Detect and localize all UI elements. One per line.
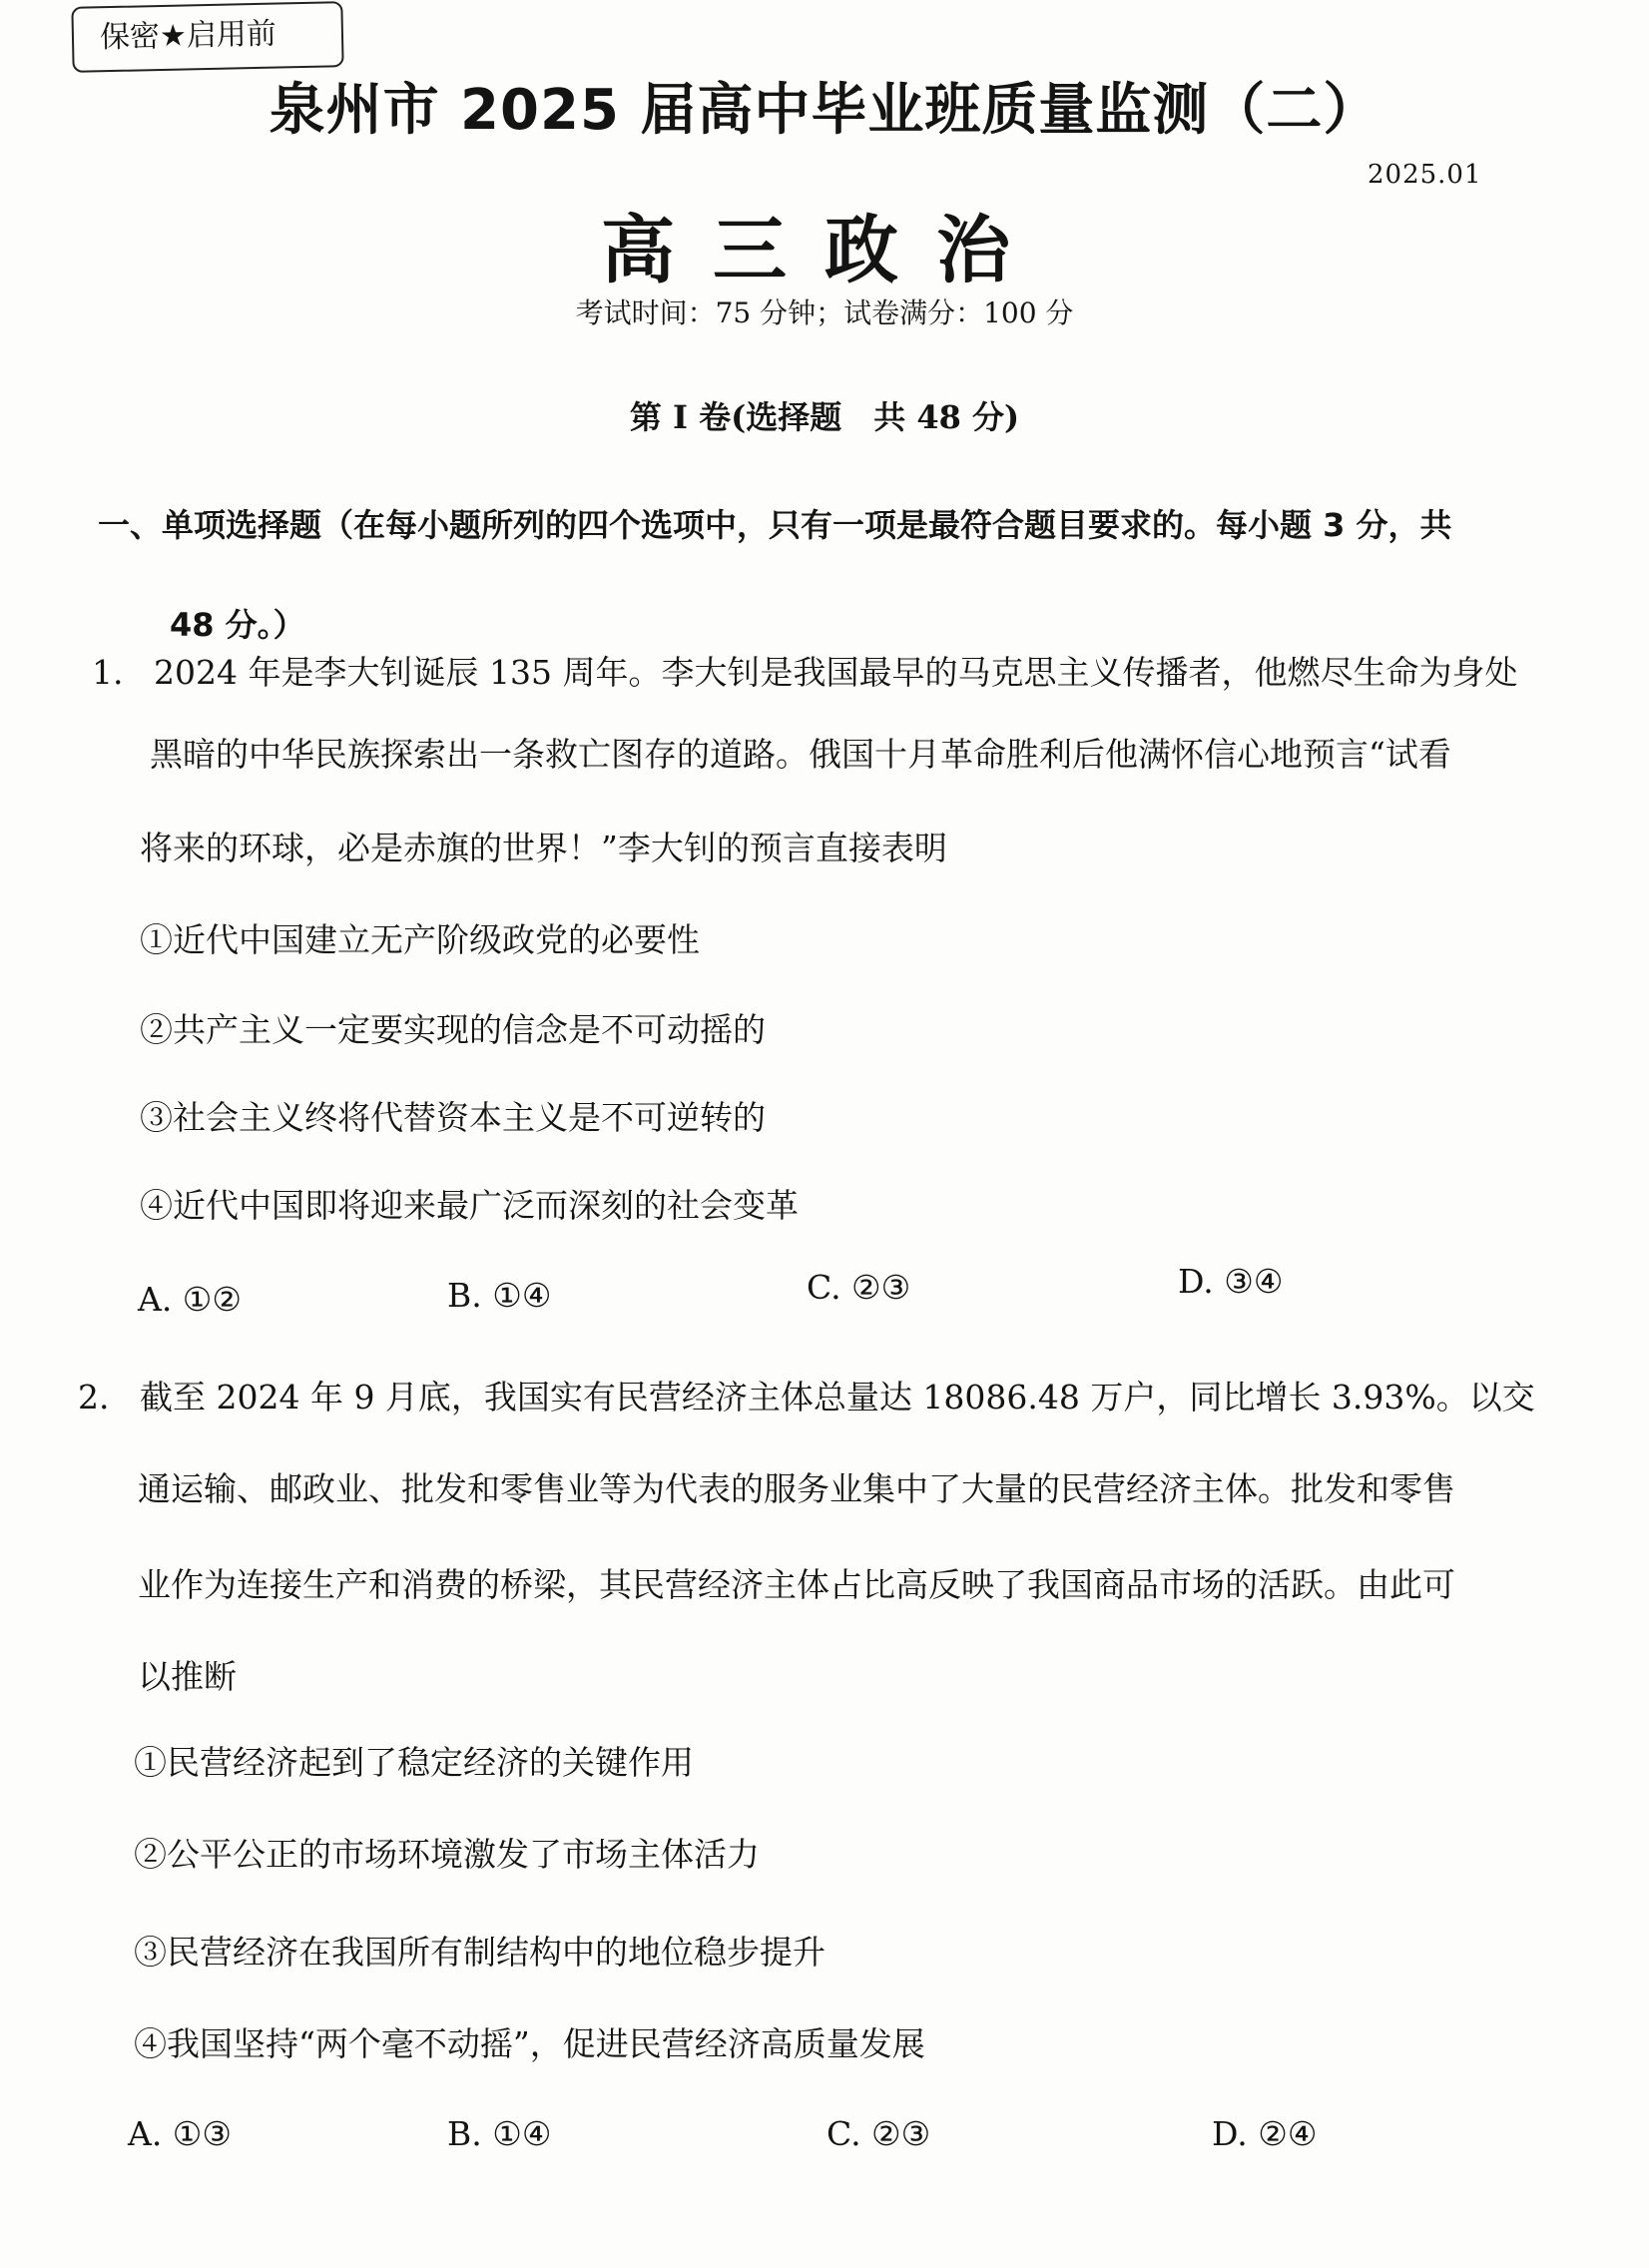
question-2-statement-3: ③民营经济在我国所有制结构中的地位稳步提升 bbox=[134, 1933, 825, 1972]
question-2-number: 2. bbox=[78, 1378, 110, 1417]
question-1-statement-1: ①近代中国建立无产阶级政党的必要性 bbox=[140, 920, 700, 959]
question-1-line-2: 黑暗的中华民族探索出一条救亡图存的道路。俄国十月革命胜利后他满怀信心地预言“试看 bbox=[150, 735, 1451, 774]
question-2-answer-d: D. ②④ bbox=[1212, 2114, 1318, 2153]
question-1-answer-a: A. ①② bbox=[138, 1280, 242, 1319]
question-2-answer-a: A. ①③ bbox=[128, 2114, 232, 2153]
question-1-answer-b: B. ①④ bbox=[447, 1276, 552, 1315]
section-instruction-line-2: 48 分。） bbox=[170, 606, 305, 644]
question-2-text-1: 截至 2024 年 9 月底，我国实有民营经济主体总量达 18086.48 万户，同比增长 3.93%。以交 bbox=[140, 1378, 1535, 1417]
question-2-answer-c: C. ②③ bbox=[826, 2114, 931, 2153]
confidential-stamp: 保密★启用前 bbox=[71, 1, 343, 73]
question-2-answer-b: B. ①④ bbox=[447, 2114, 552, 2153]
question-1-answer-c: C. ②③ bbox=[807, 1268, 911, 1307]
question-1-line-3: 将来的环球，必是赤旗的世界！”李大钊的预言直接表明 bbox=[140, 829, 947, 867]
section-instruction-line-1: 一、单项选择题（在每小题所列的四个选项中，只有一项是最符合题目要求的。每小题 3 分，共 bbox=[98, 506, 1452, 544]
question-2-line-2: 通运输、邮政业、批发和零售业等为代表的服务业集中了大量的民营经济主体。批发和零售 bbox=[138, 1469, 1455, 1508]
question-1-answer-d: D. ③④ bbox=[1178, 1262, 1284, 1301]
question-2-statement-4: ④我国坚持“两个毫不动摇”，促进民营经济高质量发展 bbox=[134, 2024, 925, 2063]
question-1-statement-3: ③社会主义终将代替资本主义是不可逆转的 bbox=[140, 1098, 766, 1137]
question-1-line-1 bbox=[92, 647, 1517, 694]
question-2-line-1 bbox=[78, 1372, 1535, 1418]
question-2-line-4: 以推断 bbox=[138, 1657, 237, 1696]
exam-date: 2025.01 bbox=[1368, 160, 1482, 190]
section-heading bbox=[98, 475, 1555, 675]
part-title: 第 I 卷(选择题 共 48 分) bbox=[629, 398, 1020, 436]
question-1-statement-2: ②共产主义一定要实现的信念是不可动摇的 bbox=[140, 1010, 766, 1049]
question-2-line-3: 业作为连接生产和消费的桥梁，其民营经济主体占比高反映了我国商品市场的活跃。由此可 bbox=[138, 1565, 1455, 1604]
subject-title: 高三政治 bbox=[601, 208, 1048, 293]
question-2-statement-1: ①民营经济起到了稳定经济的关键作用 bbox=[134, 1743, 694, 1782]
question-1-number: 1. bbox=[92, 653, 124, 692]
question-1-statement-4: ④近代中国即将迎来最广泛而深刻的社会变革 bbox=[140, 1186, 799, 1225]
exam-info: 考试时间：75 分钟；试卷满分：100 分 bbox=[575, 296, 1074, 329]
question-2-statement-2: ②公平公正的市场环境激发了市场主体活力 bbox=[134, 1835, 760, 1874]
exam-title: 泉州市 2025 届高中毕业班质量监测（二） bbox=[269, 78, 1380, 143]
question-1-text-1: 2024 年是李大钊诞辰 135 周年。李大钊是我国最早的马克思主义传播者，他燃尽生命为身处 bbox=[154, 653, 1518, 692]
